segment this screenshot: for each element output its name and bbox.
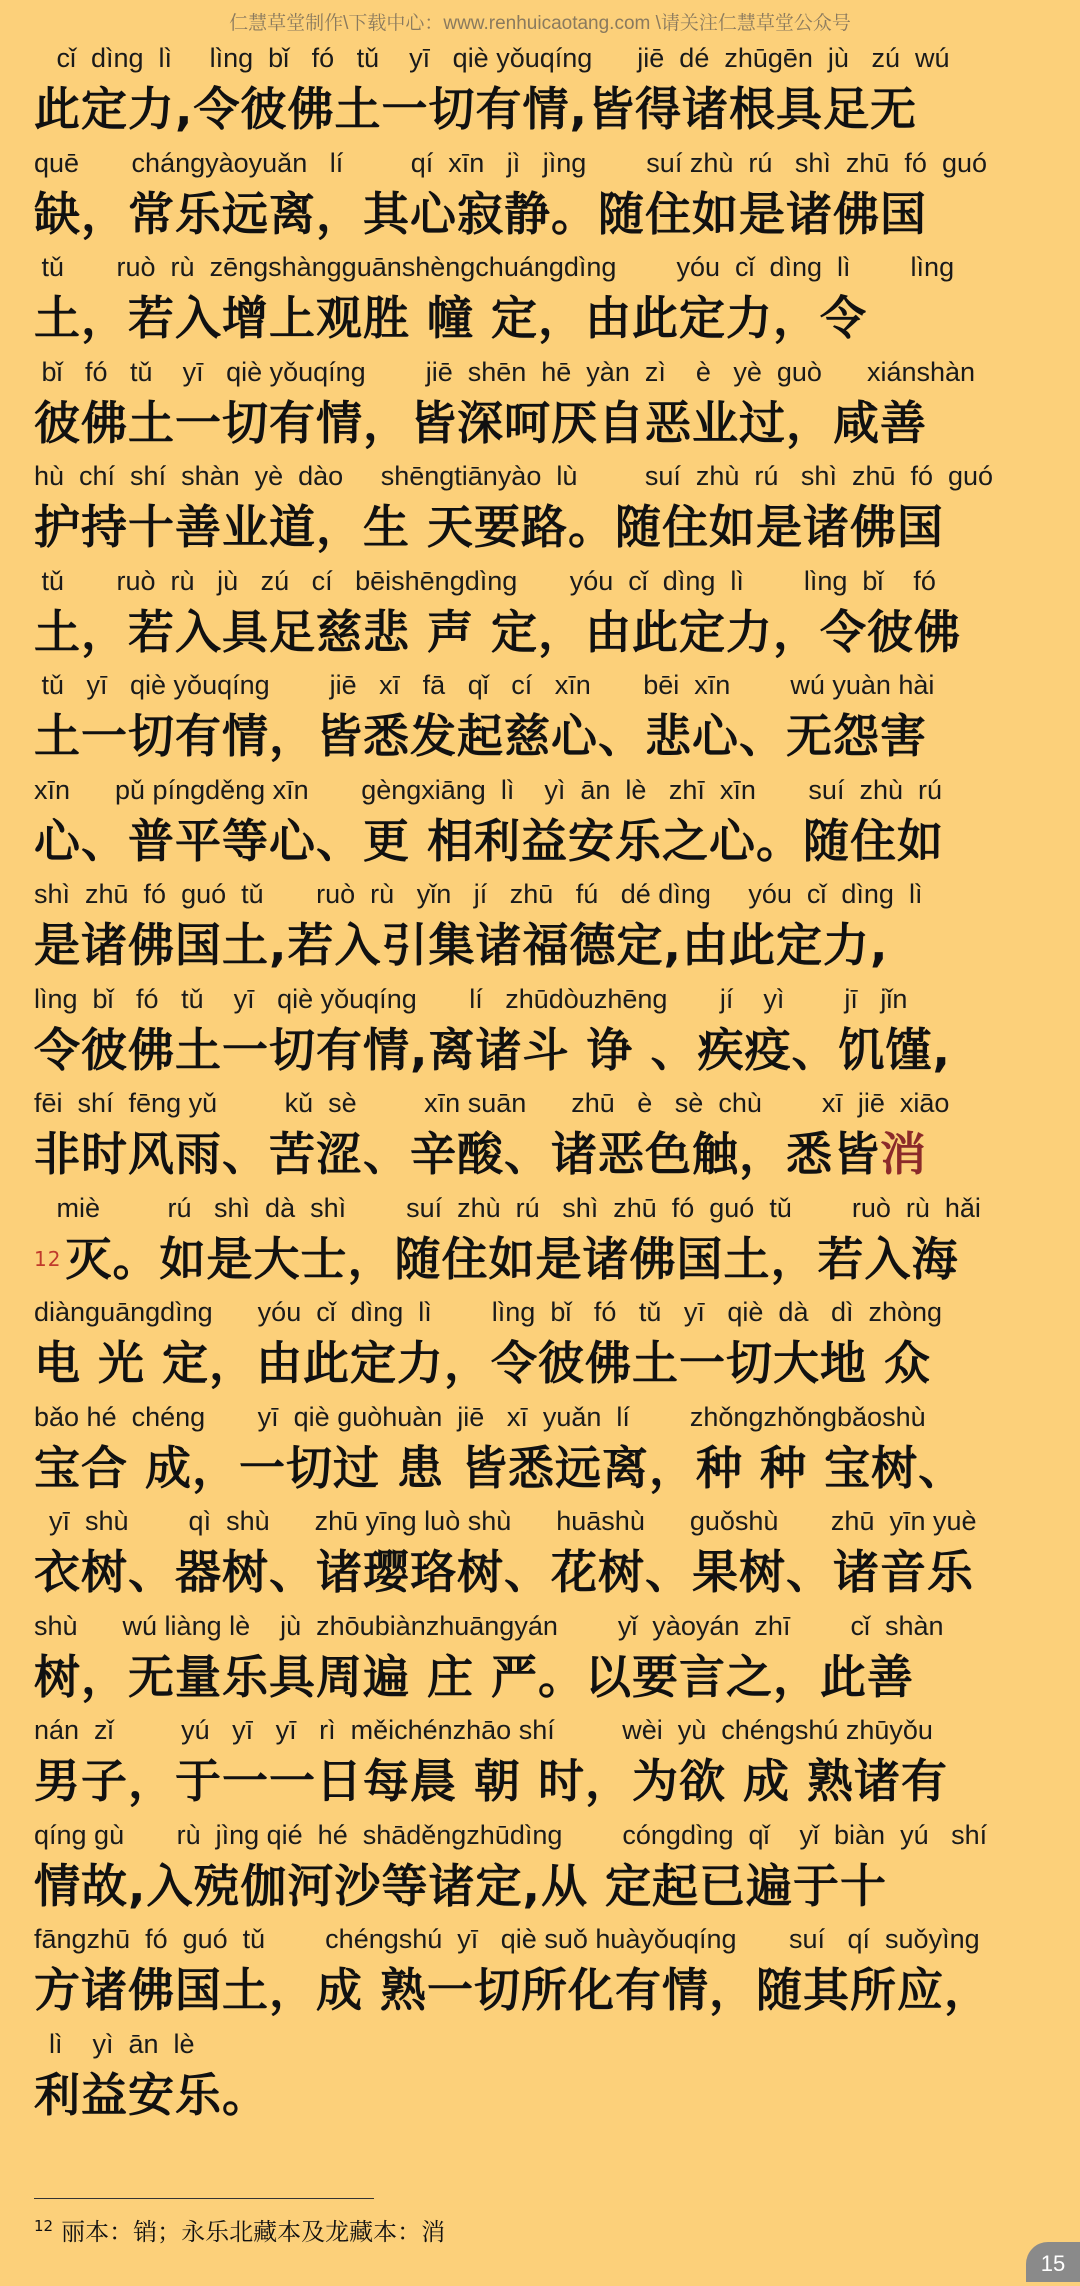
text-line	[34, 1397, 1054, 1502]
text-line	[34, 143, 1054, 248]
pinyin-line: hù chí shí shàn yè dào shēngtiānyào lù suí zhù rú shì zhū fó guó	[34, 461, 994, 491]
hanzi-line: 土一切有情，皆悉发起慈心、悲心、无怨害	[34, 709, 927, 763]
hanzi-line: 护持十善业道，生 天要路。随住如是诸佛国	[34, 500, 945, 554]
pinyin-line: tǔ ruò rù jù zú cí bēishēngdìng yóu cǐ dìng lì lìng bǐ fó	[34, 565, 936, 596]
footnote-number: 12	[34, 2217, 54, 2235]
hanzi-line-highlight	[34, 1123, 1054, 1185]
text-line	[34, 1501, 1054, 1606]
hanzi-line: 情故,入殑伽河沙等诸定,从 定起已遍于十	[34, 1858, 887, 1913]
text-line	[34, 561, 1054, 666]
pinyin-line: cǐ dìng lì lìng bǐ fó tǔ yī qiè yǒuqíng jiē dé zhūgēn jù zú wú	[34, 43, 950, 73]
text-line	[34, 979, 1054, 1084]
hanzi-line: 令彼佛土一切有情,离诸斗 诤 、疾疫、饥馑,	[34, 1022, 951, 1077]
pinyin-line: fēi shí fēng yǔ kǔ sè xīn suān zhū è sè chù xī jiē xiāo	[34, 1088, 950, 1118]
footnote	[34, 2212, 445, 2247]
text-line	[34, 1606, 1054, 1711]
hanzi-line: 利益安乐。	[34, 2067, 269, 2122]
page-number: 15	[1026, 2242, 1080, 2282]
pinyin-line: shì zhū fó guó tǔ ruò rù yǐn jí zhū fú dé dìng yóu cǐ dìng lì	[34, 879, 923, 909]
text-line	[34, 770, 1054, 875]
pinyin-line: fāngzhū fó guó tǔ chéngshú yī qiè suǒ huàyǒuqíng suí qí suǒyìng	[34, 1924, 980, 1954]
text-line	[34, 1188, 1054, 1293]
text-line	[34, 1083, 1054, 1188]
hanzi-line: 土，若入具足慈悲 声 定，由此定力，令彼佛	[34, 604, 962, 659]
pinyin-line: qíng gù rù jìng qié hé shāděngzhūdìng cóngdìng qǐ yǐ biàn yú shí	[34, 1819, 988, 1850]
text-line	[34, 1815, 1054, 1920]
hanzi-line: 男子，于一一日每晨 朝 时，为欲 成 熟诸有	[34, 1754, 949, 1808]
hanzi-line: 树，无量乐具周遍 庄 严。以要言之，此善	[34, 1649, 915, 1704]
pinyin-line: tǔ yī qiè yǒuqíng jiē xī fā qǐ cí xīn bēi xīn wú yuàn hài	[34, 670, 935, 700]
pinyin-line: quē chángyàoyuǎn lí qí xīn jì jìng suí zhù rú shì zhū fó guó	[34, 147, 988, 178]
pinyin-line: shù wú liàng lè jù zhōubiànzhuāngyán yǐ yàoyán zhī cǐ shàn	[34, 1610, 944, 1641]
text-line	[34, 1710, 1054, 1815]
hanzi-line: 是诸佛国土,若入引集诸福德定,由此定力,	[34, 918, 889, 972]
pinyin-line: yī shù qì shù zhū yīng luò shù huāshù guǒshù zhū yīn yuè	[34, 1506, 977, 1536]
text-line	[34, 1292, 1054, 1397]
footnote-text: 丽本：销；永乐北藏本及龙藏本：消	[61, 2218, 446, 2246]
sutra-text	[34, 38, 1054, 2128]
text-line	[34, 2024, 1054, 2129]
pinyin-line: diànguāngdìng yóu cǐ dìng lì lìng bǐ fó tǔ yī qiè dà dì zhòng	[34, 1297, 943, 1327]
hanzi-line: 方诸佛国土，成 熟一切所化有情，随其所应，	[34, 1963, 992, 2017]
pinyin-line: bǐ fó tǔ yī qiè yǒuqíng jiē shēn hē yàn zì è yè guò xiánshàn	[34, 356, 976, 387]
text-line	[34, 352, 1054, 457]
text-line	[34, 456, 1054, 561]
footnote-reference[interactable]: 12	[34, 1246, 62, 1271]
hanzi-line: 此定力,令彼佛土一切有情,皆得诸根具足无	[34, 82, 917, 136]
hanzi-line: 心、普平等心、更 相利益安乐之心。随住如	[34, 813, 945, 868]
pinyin-line: tǔ ruò rù zēngshàngguānshèngchuángdìng yóu cǐ dìng lì lìng	[34, 252, 955, 282]
text-line	[34, 1919, 1054, 2024]
footnote-divider	[34, 2198, 374, 2199]
hanzi-line: 土，若入增上观胜 幢 定，由此定力，令	[34, 291, 868, 345]
hanzi-line: 宝合 成，一切过 患 皆悉远离，种 种 宝树、	[34, 1440, 966, 1495]
variant-character: 消	[880, 1127, 927, 1181]
text-line	[34, 665, 1054, 770]
pinyin-line: lìng bǐ fó tǔ yī qiè yǒuqíng lí zhūdòuzhēng jí yì jī jǐn	[34, 983, 908, 1014]
text-line	[34, 38, 1054, 143]
pinyin-line: nán zǐ yú yī yī rì měichénzhāo shí wèi yù chéngshú zhūyǒu	[34, 1715, 933, 1745]
pinyin-line: lì yì ān lè	[34, 2028, 195, 2059]
text-line	[34, 247, 1054, 352]
page-header: 仁慧草堂制作\下载中心：www.renhuicaotang.com \请关注仁慧草堂公众号	[229, 13, 851, 34]
hanzi-text: 非时风雨、苦涩、辛酸、诸恶色触，悉皆	[34, 1127, 880, 1181]
hanzi-line: 电 光 定，由此定力，令彼佛土一切大地 众	[34, 1336, 932, 1390]
hanzi-text: 灭。如是大士，随住如是诸佛国土，若入海	[65, 1231, 959, 1286]
text-line	[34, 874, 1054, 979]
pinyin-line: miè rú shì dà shì suí zhù rú shì zhū fó guó tǔ ruò rù hǎi	[34, 1192, 981, 1223]
hanzi-line: 缺，常乐远离，其心寂静。随住如是诸佛国	[34, 186, 927, 241]
pinyin-line: xīn pǔ píngděng xīn gèngxiāng lì yì ān lè zhī xīn suí zhù rú	[34, 774, 942, 805]
hanzi-line	[34, 1228, 1054, 1290]
hanzi-line: 彼佛土一切有情，皆深呵厌自恶业过，咸善	[34, 395, 927, 450]
hanzi-line: 衣树、器树、诸璎珞树、花树、果树、诸音乐	[34, 1545, 974, 1599]
pinyin-line: bǎo hé chéng yī qiè guòhuàn jiē xī yuǎn lí zhǒngzhǒngbǎoshù	[34, 1401, 926, 1432]
